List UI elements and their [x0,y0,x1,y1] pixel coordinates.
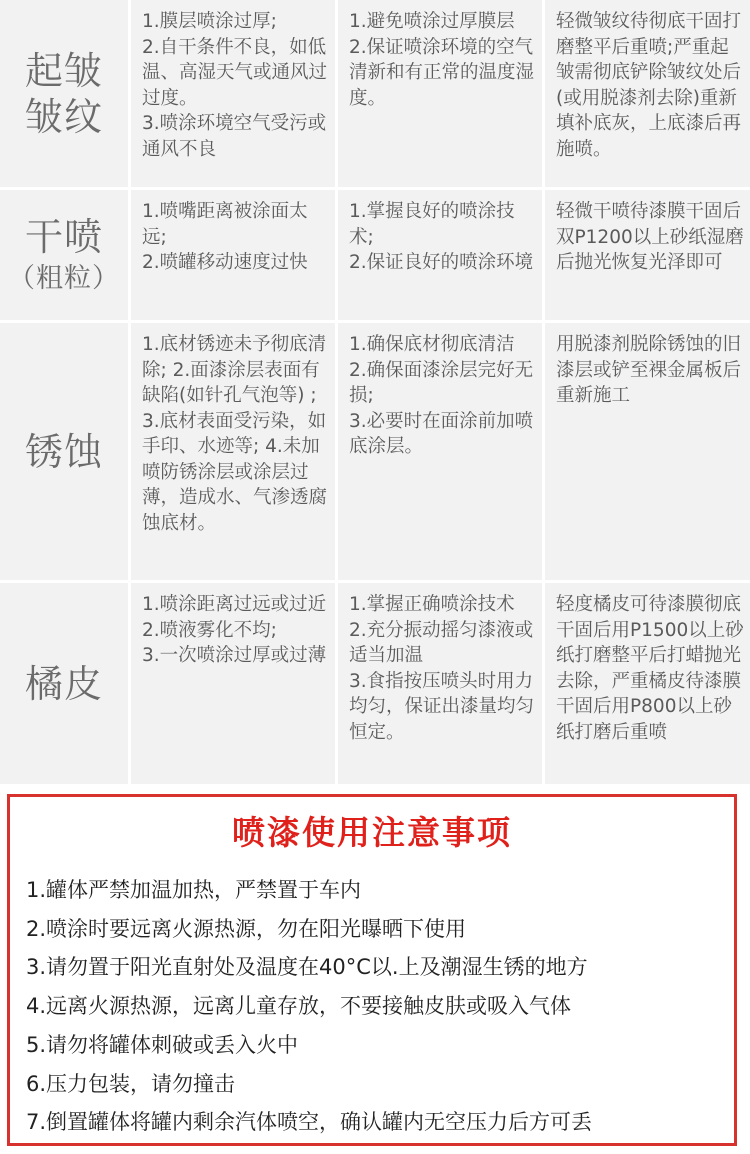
defect-name: 起皱 [24,48,103,93]
table-row-orange-peel [0,583,750,784]
cause-cell [131,323,335,580]
notice-list [26,871,730,1142]
remedy-text: 轻微干喷待漆膜干固后双P1200以上砂纸湿磨后抛光恢复光泽即可 [556,201,744,273]
prevention-cell [338,0,542,187]
notice-item: 4.远离火源热源，远离儿童存放，不要接触皮肤或吸入气体 [26,994,572,1019]
cause-text: 1.喷嘴距离被涂面太远; 2.喷罐移动速度过快 [142,201,308,273]
remedy-cell [545,583,750,784]
notice-item: 1.罐体严禁加温加热，严禁置于车内 [26,878,362,902]
cause-cell [131,0,335,187]
remedy-text: 轻微皱纹待彻底干固打磨整平后重喷;严重起皱需彻底铲除皱纹处后(或用脱漆剂去除)重新填补底灰，上底漆后再施喷。 [556,11,742,160]
cause-text: 1.喷涂距离过远或过近 2.喷液雾化不均; 3.一次喷涂过厚或过薄 [142,594,327,666]
table-row-rust [0,323,750,580]
notice-item: 7.倒置罐体将罐内剩余汽体喷空，确认罐内无空压力后方可丢 [26,1110,593,1135]
defect-name-note: （粗粒） [8,263,120,294]
prevention-cell [338,583,542,784]
usage-notice-box [7,794,737,1146]
prevention-cell [338,323,542,580]
prevention-cell [338,190,542,320]
defect-name-cell [0,190,128,320]
defect-name-cell [0,0,128,187]
defect-name: 锈蚀 [24,429,103,474]
notice-item: 5.请勿将罐体刺破或丢入火中 [26,1032,299,1057]
table-row-wrinkle [0,0,750,187]
defect-name: 橘皮 [24,661,103,706]
table-row-dry-spray [0,190,750,320]
defect-name-line2: 皱纹 [24,94,103,139]
defect-name: 干喷 [24,215,103,259]
remedy-cell [545,190,750,320]
remedy-cell [545,0,750,187]
prevention-text: 1.确保底材彻底清洁 2.确保面漆涂层完好无损; 3.必要时在面涂前加喷底涂层。 [349,334,534,457]
cause-cell [131,583,335,784]
remedy-text: 用脱漆剂脱除锈蚀的旧漆层或铲至裸金属板后重新施工 [556,334,742,406]
prevention-text: 1.掌握良好的喷涂技术; 2.保证良好的喷涂环境 [349,201,534,273]
notice-item: 6.压力包装，请勿撞击 [26,1071,236,1096]
defect-name-cell [0,583,128,784]
prevention-text: 1.掌握正确喷涂技术 2.充分振动摇匀漆液或适当加温 3.食指按压喷头时用力均匀，保证出漆量均匀恒定。 [349,594,535,743]
cause-text: 1.底材锈迹未予彻底清除; 2.面漆涂层表面有缺陷(如针孔气泡等) ; 3.底材表面受污染，如手印、水迹等; 4.未加喷防锈涂层或涂层过薄，造成水、气渗透腐蚀底材。 [142,334,328,534]
cause-text: 1.膜层喷涂过厚; 2.自干条件不良，如低温、高湿天气或通风过过度。 3.喷涂环境空气受污或通风不良 [142,11,328,160]
defect-name-cell [0,323,128,580]
remedy-text: 轻度橘皮可待漆膜彻底干固后用P1500以上砂纸打磨整平后打蜡抛光去除，严重橘皮待漆膜干固后用P800以上砂纸打磨后重喷 [556,594,744,743]
notice-item: 3.请勿置于阳光直射处及温度在40°C以.上及潮湿生锈的地方 [26,955,588,980]
notice-item: 2.喷涂时要远离火源热源，勿在阳光曝晒下使用 [26,916,467,941]
cause-cell [131,190,335,320]
remedy-cell [545,323,750,580]
prevention-text: 1.避免喷涂过厚膜层 2.保证喷涂环境的空气清新和有正常的温度湿度。 [349,11,535,109]
notice-title: 喷漆使用注意事项 [232,813,512,852]
